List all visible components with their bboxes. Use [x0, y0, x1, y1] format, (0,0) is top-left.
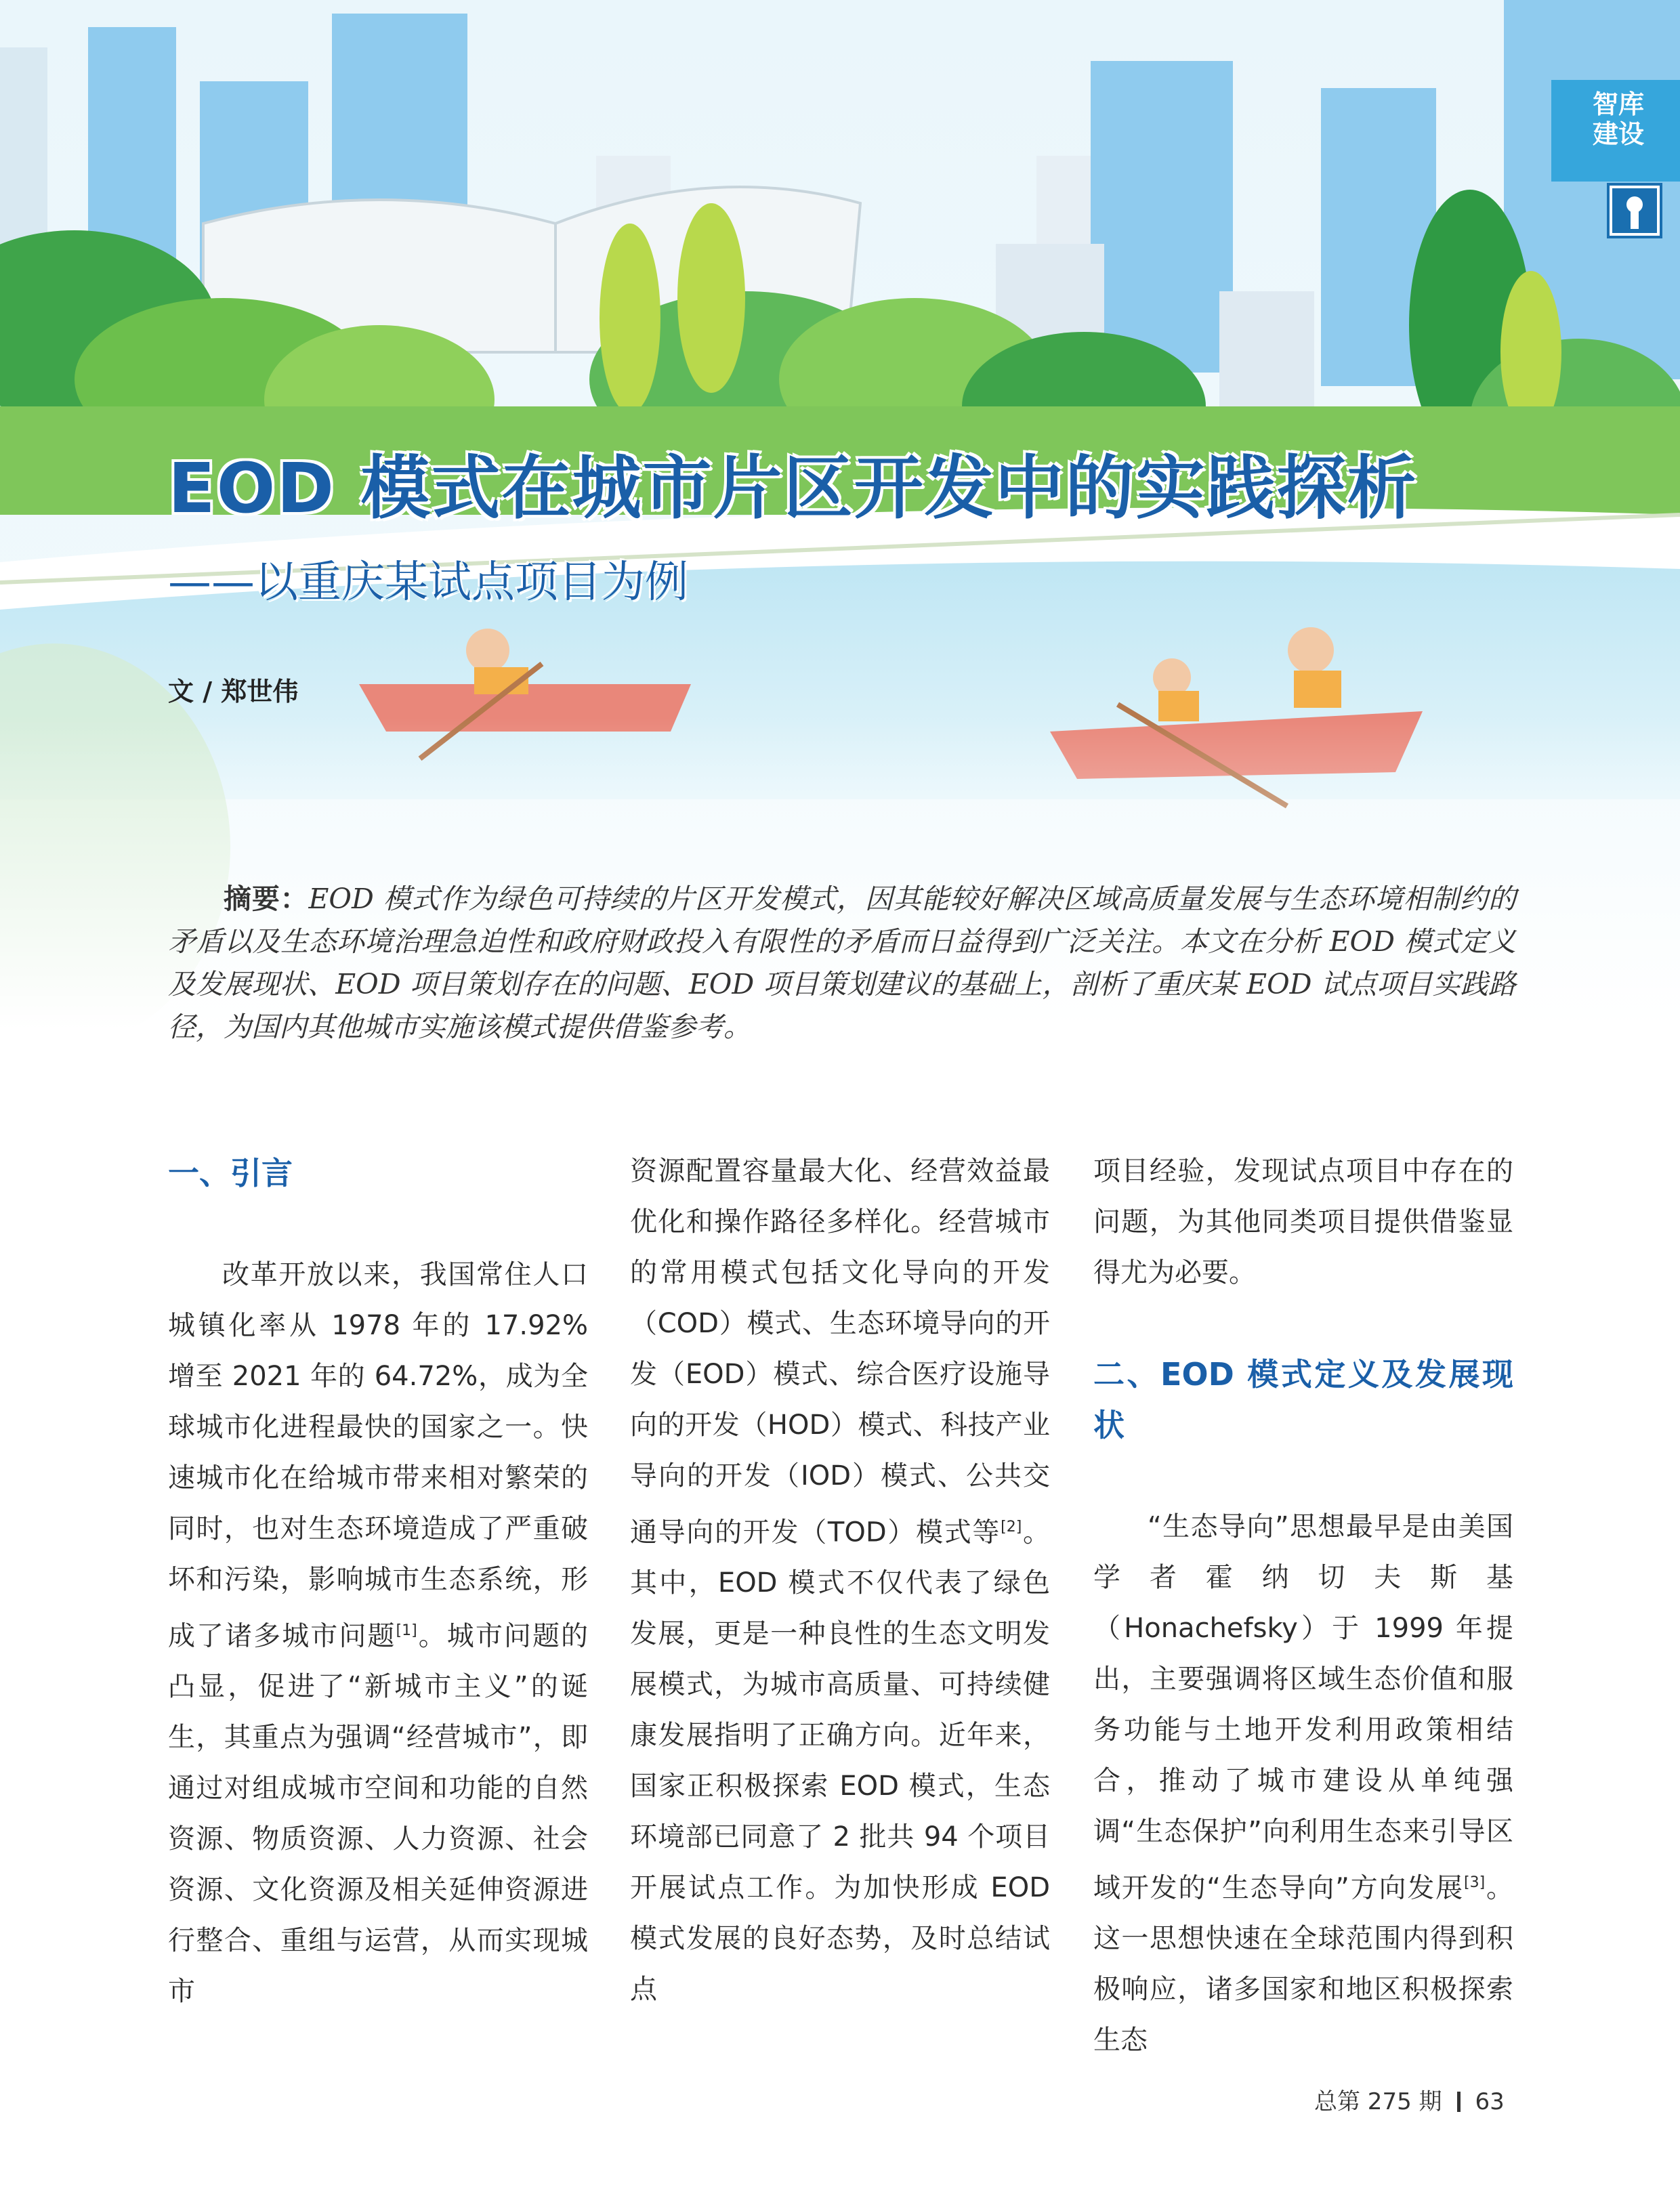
paragraph-intro-continued	[630, 1146, 1050, 2015]
paragraph-eod-text-end: 。这一思想快速在全球范围内得到积极响应，诸多国家和地区积极探索生态	[1093, 1872, 1513, 2056]
paragraph-col2-text: 资源配置容量最大化、经营效益最优化和操作路径多样化。经营城市的常用模式包括文化导向的开发（COD）模式、生态环境导向的开发（EOD）模式、综合医疗设施导向的开发（HOD）模式、科技产业导向的开发（IOD）模式、公共交通导向的开发（TOD）模式等	[630, 1156, 1050, 1548]
author-byline: 文 / 郑世伟	[168, 677, 299, 706]
paragraph-intro	[168, 1250, 588, 2017]
paragraph-intro-end: 项目经验，发现试点项目中存在的问题，为其他同类项目提供借鉴显得尤为必要。	[1093, 1156, 1513, 1288]
page-number: 63	[1475, 2088, 1505, 2115]
section-tab-label	[1574, 89, 1662, 149]
issue-number: 总第 275 期	[1314, 2088, 1442, 2115]
keyhole-icon	[1607, 183, 1662, 238]
section-heading-1: 一、引言	[168, 1155, 293, 1191]
abstract	[168, 878, 1516, 1049]
paragraph-eod-definition	[1093, 1502, 1513, 2066]
paragraph-col2-text-end: 。其中，EOD 模式不仅代表了绿色发展，更是一种良性的生态文明发展模式，为城市高质量、可持续健康发展指明了正确方向。近年来，国家正积极探索 EOD 模式，生态环境部已同意了 2 批共 94 个项目开展试点工作。为加快形成 EOD 模式发展的良好态势，及时总结试点	[630, 1517, 1051, 2006]
abstract-label: 摘要：	[224, 883, 309, 915]
section-heading-2: 二、EOD 模式定义及发展现状	[1093, 1356, 1513, 1443]
footer-divider	[1457, 2092, 1461, 2112]
citation-1: [1]	[396, 1622, 417, 1639]
article-subtitle: ——以重庆某试点项目为例	[168, 557, 688, 608]
body-column-3	[1093, 1146, 1513, 2066]
article-title: EOD 模式在城市片区开发中的实践探析	[168, 448, 1418, 529]
page-footer	[1314, 2083, 1505, 2116]
section-tab-line1: 智库	[1592, 89, 1644, 119]
citation-3: [3]	[1464, 1874, 1486, 1891]
paragraph-eod-text: “生态导向”思想最早是由美国学者霍纳切夫斯基（Honachefsky）于 1999 年提出，主要强调将区域生态价值和服务功能与土地开发利用政策相结合，推动了城市建设从单纯强调“生态保护”向利用生态来引导区域开发的“生态导向”方向发展	[1093, 1511, 1513, 1904]
citation-2: [2]	[1001, 1519, 1022, 1536]
body-column-1	[168, 1148, 588, 2017]
body-column-2	[630, 1146, 1050, 2015]
abstract-text: EOD 模式作为绿色可持续的片区开发模式，因其能较好解决区域高质量发展与生态环境相制约的矛盾以及生态环境治理急迫性和政府财政投入有限性的矛盾而日益得到广泛关注。本文在分析 EOD 模式定义及发展现状、EOD 项目策划存在的问题、EOD 项目策划建议的基础上，剖析了重庆某 EOD 试点项目实践路径，为国内其他城市实施该模式提供借鉴参考。	[168, 883, 1516, 1043]
paragraph-intro-text: 改革开放以来，我国常住人口城镇化率从 1978 年的 17.92% 增至 2021 年的 64.72%，成为全球城市化进程最快的国家之一。快速城市化在给城市带来相对繁荣的同时，也对生态环境造成了严重破坏和污染，影响城市生态系统，形成了诸多城市问题	[168, 1259, 588, 1652]
section-tab-line2: 建设	[1592, 119, 1644, 149]
paragraph-intro-text-end: 。城市问题的凸显，促进了“新城市主义”的诞生，其重点为强调“经营城市”，即通过对组成城市空间和功能的自然资源、物质资源、人力资源、社会资源、文化资源及相关延伸资源进行整合、重组与运营，从而实现城市	[168, 1620, 589, 2008]
